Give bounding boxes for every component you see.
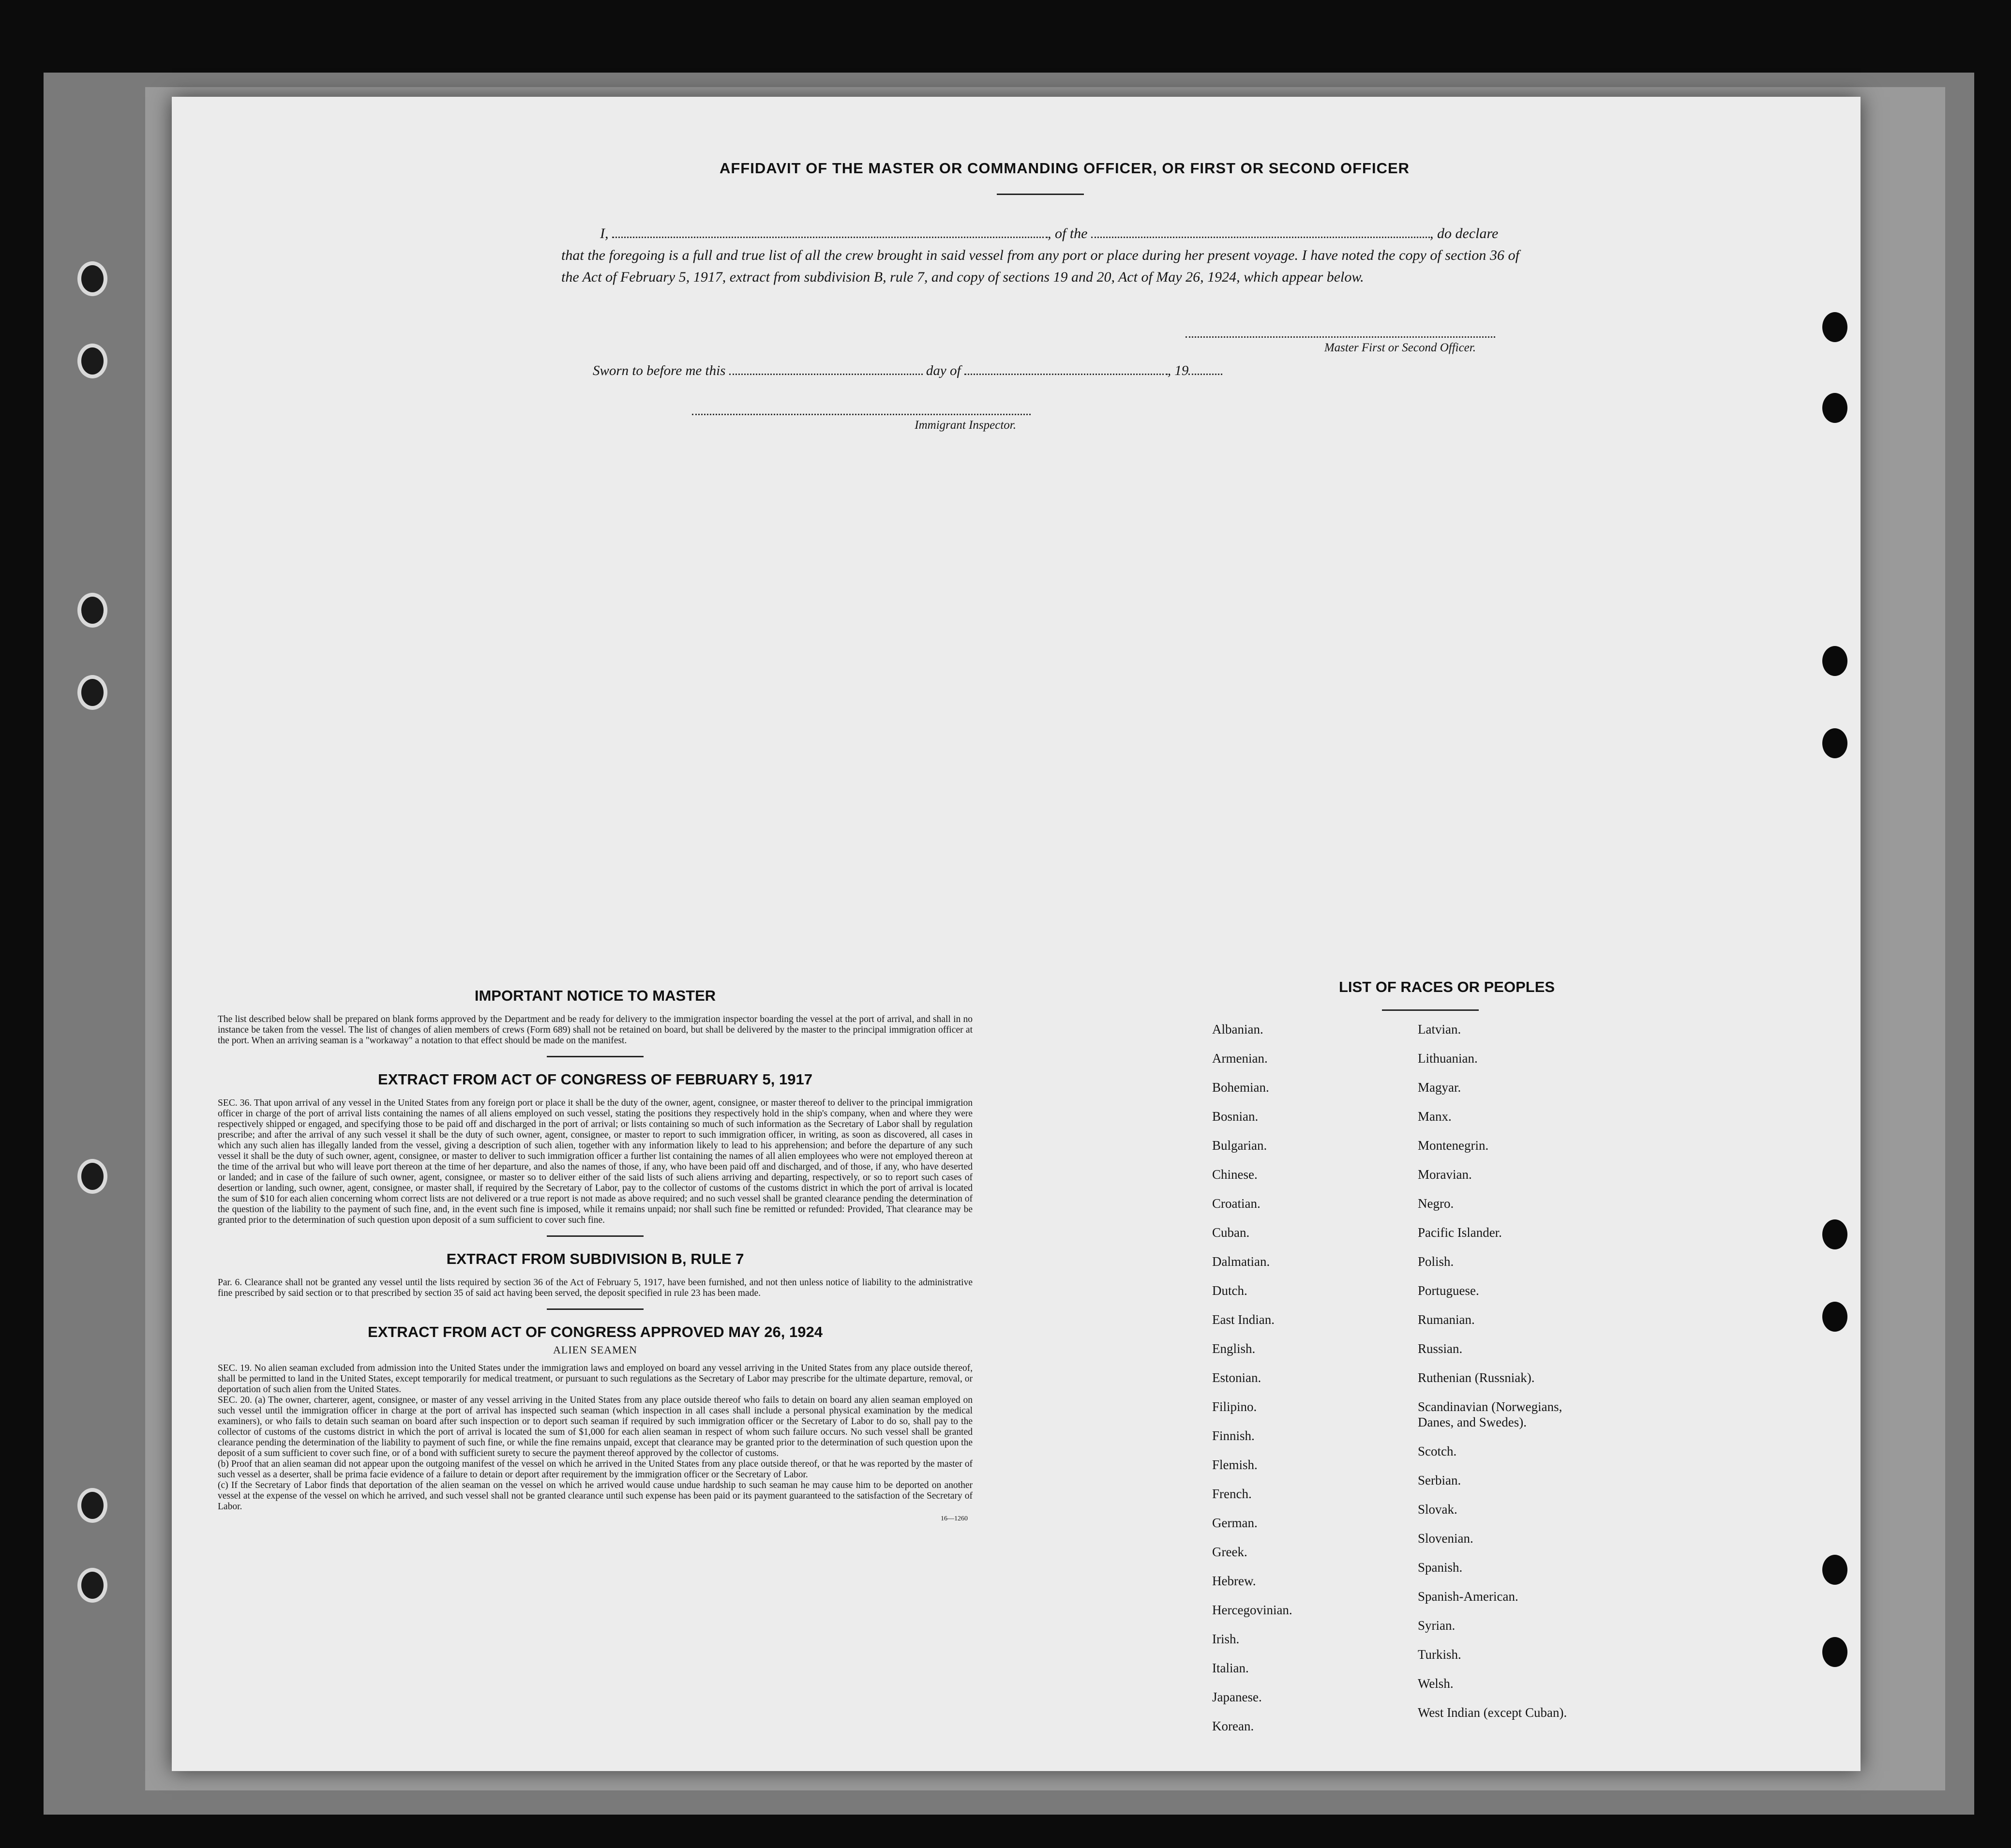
race-item: French. <box>1212 1487 1252 1501</box>
race-item: English. <box>1212 1341 1256 1356</box>
extract-1917-text: SEC. 36. That upon arrival of any vessel in the United States from any foreign port or place it shall be the duty of the owner, agent, consignee, or master thereof to deliver to the principal immigration officer in charge of the port of arrival lists containing the names of all aliens employed on such vessel, stating the positions they respectively hold in the ship's company, when and where they were respectively shipped or engaged, and specifying those to be paid off and discharged in the port of arrival; or lists containing so much of such information as the Secretary of Labor shall by regulation prescribe; and after the arrival of any such vessel it shall be the duty of such owner, agent, consignee, or master to report to such immigration officer, in writing, as soon as discovered, all cases in which any such alien has illegally landed from the vessel, giving a description of such alien, together with any information likely to lead to his apprehension; and before the departure of any such vessel it shall be the duty of such owner, agent, consignee, or master to deliver to such immigration officer a further list containing the names of all alien employees who were not employed thereon at the time of the arrival but who will leave port thereon at the time of her departure, and also the names of those, if any, who have been paid off and discharged, and of those, if any, who have deserted or landed; and in case of the failure of such owner, agent, consignee, or master so to deliver either of the said lists of such aliens arriving and departing, respectively, or so to report such cases of desertion or landing, such owner, agent, consignee, or master shall, if required by the Secretary of Labor, pay to the collector of customs of the customs district in which the port of arrival is located the sum of $10 for each alien concerning whom correct lists are not delivered or a true report is not made as above required; and no such vessel shall be granted clearance pending the determination of the question of the liability to the payment of such fine, and, in the event such fine is imposed, while it remains unpaid; nor shall such fine be remitted or refunded: Provided, That clearance may be granted prior to the determination of such question upon deposit of a sum sufficient to cover such fine. <box>218 1098 973 1225</box>
name-blank[interactable] <box>612 227 1048 238</box>
race-item: Croatian. <box>1212 1196 1261 1211</box>
affidavit-i: I, <box>600 225 609 241</box>
affidavit-statement <box>561 223 1519 288</box>
section-20c-text: (c) If the Secretary of Labor finds that deportation of the alien seaman on the vessel on which he arrived would cause undue hardship to such seaman he may cause him to be deported on another vessel at the expense of the vessel on which he arrived, and such vessel shall not be granted clearance until such expense has been paid or its payment guaranteed to the satisfaction of the Secretary of Labor. <box>218 1480 973 1512</box>
affidavit-body: that the foregoing is a full and true list of all the crew brought in said vessel from any port or place during her present voyage. I have noted the copy of section 36 of the Act of February 5, 1917, extract from subdivision B, rule 7, and copy of sections 19 and 20, Act of May 26, 1924, which appear below. <box>561 247 1519 285</box>
sworn-text: Sworn to before me this <box>593 363 726 378</box>
binder-hole-icon <box>77 1488 107 1523</box>
race-item: Welsh. <box>1418 1676 1454 1691</box>
race-item: Rumanian. <box>1418 1312 1475 1327</box>
race-item: Estonian. <box>1212 1370 1261 1385</box>
race-item: Lithuanian. <box>1418 1051 1478 1066</box>
race-item: West Indian (except Cuban). <box>1418 1705 1567 1720</box>
sworn-line <box>593 363 1319 379</box>
extract-rule7-title: EXTRACT FROM SUBDIVISION B, RULE 7 <box>446 1250 744 1267</box>
race-item: East Indian. <box>1212 1312 1275 1327</box>
race-item: Polish. <box>1418 1254 1454 1269</box>
race-item: Manx. <box>1418 1109 1452 1124</box>
section-20b-text: (b) Proof that an alien seaman did not appear upon the outgoing manifest of the vessel on which he arrived in the United States from any place outside thereof, or that he was reported by the master of such vessel as a deserter, shall be prima facie evidence of a failure to detain or deport after requirement by the immigration officer or the Secretary of Labor. <box>218 1459 973 1480</box>
notices-column <box>218 987 973 1523</box>
race-item: Moravian. <box>1418 1167 1472 1182</box>
race-item: Finnish. <box>1212 1428 1255 1443</box>
race-item: Irish. <box>1212 1632 1240 1646</box>
race-item: Scotch. <box>1418 1444 1457 1458</box>
section-19-text: SEC. 19. No alien seaman excluded from admission into the United States under the immigration laws and employed on board any vessel arriving in the United States from any place outside thereof, shall be permitted to land in the United States, except temporarily for medical treatment, or pursuant to such regulations as the Secretary of Labor may prescribe for the ultimate departure, removal, or deportation of such alien from the United States. <box>218 1363 973 1395</box>
notice-title: IMPORTANT NOTICE TO MASTER <box>474 987 716 1004</box>
race-item: Bulgarian. <box>1212 1138 1267 1153</box>
race-item: Russian. <box>1418 1341 1463 1356</box>
divider <box>997 194 1084 195</box>
race-item: Danes, and Swedes). <box>1418 1415 1527 1429</box>
race-item: Ruthenian (Russniak). <box>1418 1370 1535 1385</box>
race-item: Magyar. <box>1418 1080 1461 1095</box>
form-number: 16—1260 <box>941 1515 968 1522</box>
punch-hole-icon <box>1822 393 1847 423</box>
divider <box>1382 1009 1479 1011</box>
affidavit-first-line <box>561 223 1519 244</box>
extract-1917-title: EXTRACT FROM ACT OF CONGRESS OF FEBRUARY 5, 1917 <box>378 1071 812 1088</box>
race-item: Scandinavian (Norwegians, <box>1418 1399 1562 1414</box>
race-item: Spanish-American. <box>1418 1589 1518 1604</box>
binder-hole-icon <box>77 1568 107 1603</box>
race-item: Bosnian. <box>1212 1109 1259 1124</box>
race-item: Japanese. <box>1212 1690 1262 1704</box>
race-item: Italian. <box>1212 1661 1249 1675</box>
punch-hole-icon <box>1822 646 1847 676</box>
race-item: Flemish. <box>1212 1457 1258 1472</box>
punch-hole-icon <box>1822 1555 1847 1585</box>
affidavit-title: AFFIDAVIT OF THE MASTER OR COMMANDING OFFICER, OR FIRST OR SECOND OFFICER <box>719 160 1410 177</box>
race-item: Korean. <box>1212 1719 1254 1733</box>
race-item: Pacific Islander. <box>1418 1225 1502 1240</box>
race-item: Spanish. <box>1418 1560 1463 1575</box>
inspector-label: Immigrant Inspector. <box>915 419 1016 432</box>
race-item: Slovenian. <box>1418 1531 1473 1546</box>
master-signature-label: Master First or Second Officer. <box>1324 341 1476 354</box>
race-item: Montenegrin. <box>1418 1138 1489 1153</box>
master-signature-line[interactable] <box>1186 336 1495 338</box>
extract-1924-subtitle: ALIEN SEAMEN <box>553 1344 637 1356</box>
sworn-year-blank[interactable] <box>1188 364 1222 375</box>
race-item: Negro. <box>1418 1196 1454 1211</box>
race-item: Greek. <box>1212 1545 1247 1559</box>
binder-hole-icon <box>77 261 107 296</box>
race-item: Hercegovinian. <box>1212 1603 1292 1617</box>
race-item: Serbian. <box>1418 1473 1461 1487</box>
extract-1924-title: EXTRACT FROM ACT OF CONGRESS APPROVED MAY 26, 1924 <box>368 1323 823 1340</box>
race-item: Cuban. <box>1212 1225 1250 1240</box>
race-item: Dutch. <box>1212 1283 1247 1298</box>
race-item: German. <box>1212 1516 1258 1530</box>
race-item: Filipino. <box>1212 1399 1257 1414</box>
race-item: Syrian. <box>1418 1618 1456 1633</box>
races-title: LIST OF RACES OR PEOPLES <box>1338 978 1555 995</box>
binder-hole-icon <box>77 593 107 628</box>
divider <box>547 1056 644 1057</box>
race-item: Hebrew. <box>1212 1574 1256 1588</box>
punch-hole-icon <box>1822 728 1847 758</box>
section-20a-text: SEC. 20. (a) The owner, charterer, agent, consignee, or master of any vessel arriving in the United States from any place outside thereof who fails to detain on board any alien seaman employed on such vessel until the immigration officer in charge at the port of arrival has inspected such seaman (which inspection in all cases shall include a personal physical examination by the medical examiners), or who fails to detain such seaman on board after such inspection or to deport such seaman if required by such immigration officer or the Secretary of Labor to do so, shall pay to the collector of customs of the customs district in which the port of arrival is located the sum of $1,000 for each alien seaman in respect of whom such failure occurs. No such vessel shall be granted clearance pending the determination of the liability to payment of such fine, or while the fine remains unpaid, except that clearance may be granted prior to the determination of such question upon the deposit of a sum sufficient to cover such fine, or of a bond with sufficient surety to secure the payment thereof approved by the collector of customs. <box>218 1395 973 1458</box>
race-item: Bohemian. <box>1212 1080 1269 1095</box>
divider <box>547 1308 644 1310</box>
sworn-year: , 19 <box>1167 363 1189 378</box>
sworn-month-blank[interactable] <box>964 364 1168 375</box>
race-item: Latvian. <box>1418 1022 1461 1037</box>
binder-hole-icon <box>77 675 107 710</box>
affidavit-do-declare: , do declare <box>1430 225 1499 241</box>
divider <box>547 1235 644 1237</box>
notice-text: The list described below shall be prepared on blank forms approved by the Department and be ready for delivery to the immigration inspector boarding the vessel at the port of arrival, and shall in no instance be taken from the vessel. The list of changes of alien members of crews (Form 689) shall not be retained on board, but shall be delivered by the master to the principal immigration officer at the port. When an arriving seaman is a "workaway" a notation to that effect should be made on the manifest. <box>218 1014 973 1046</box>
sworn-day-of: day of <box>926 363 961 378</box>
binder-hole-icon <box>77 344 107 378</box>
race-item: Portuguese. <box>1418 1283 1479 1298</box>
race-item: Albanian. <box>1212 1022 1263 1037</box>
affidavit-of-the: , of the <box>1048 225 1088 241</box>
inspector-signature-line[interactable] <box>692 414 1031 415</box>
race-item: Dalmatian. <box>1212 1254 1270 1269</box>
race-item: Slovak. <box>1418 1502 1457 1517</box>
punch-hole-icon <box>1822 1219 1847 1249</box>
punch-hole-icon <box>1822 312 1847 342</box>
extract-rule7-text: Par. 6. Clearance shall not be granted any vessel until the lists required by section 36 of the Act of February 5, 1917, have been furnished, and not then unless notice of liability to the administrative fine prescribed by said section or to that prescribed by section 35 of said act having been served, the deposit specified in rule 23 has been made. <box>218 1277 973 1298</box>
punch-hole-icon <box>1822 1637 1847 1667</box>
race-item: Chinese. <box>1212 1167 1258 1182</box>
punch-hole-icon <box>1822 1302 1847 1332</box>
vessel-blank[interactable] <box>1091 227 1430 238</box>
binder-hole-icon <box>77 1159 107 1194</box>
race-item: Turkish. <box>1418 1647 1461 1662</box>
sworn-day-blank[interactable] <box>729 364 923 375</box>
race-item: Armenian. <box>1212 1051 1268 1066</box>
